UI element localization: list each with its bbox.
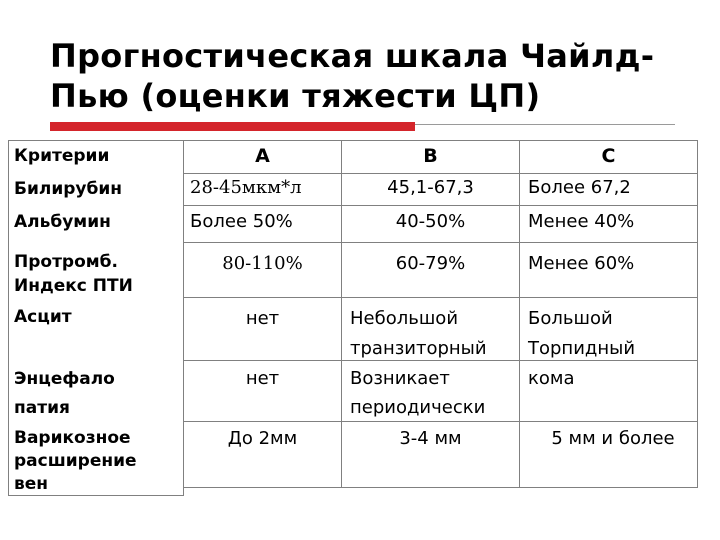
header-criteria: Критерии [14, 146, 110, 166]
cell-albumin-c: Менее 40% [528, 211, 635, 232]
cell-ascites-b-line-2: транзиторный [350, 338, 487, 359]
cell-ascites-a: нет [245, 308, 280, 329]
cell-ascites-c-line-1: Большой [528, 308, 613, 329]
cell-pti-a: 80-110% [222, 253, 303, 274]
criterion-varices-line-2: расширение [14, 451, 137, 471]
cell-encephalopathy-b-line-2: периодически [350, 397, 486, 418]
criterion-encephalopathy-line-2: патия [14, 398, 70, 418]
cell-ascites-b-line-1: Небольшой [350, 308, 459, 329]
header-c: C [601, 145, 616, 167]
column-divider [519, 140, 520, 488]
cell-encephalopathy-c: кома [528, 368, 575, 389]
cell-varices-c: 5 мм и более [551, 428, 675, 449]
row-divider [183, 242, 698, 243]
criterion-ascites: Асцит [14, 307, 72, 327]
cell-encephalopathy-b-line-1: Возникает [350, 368, 450, 389]
cell-pti-c: Менее 60% [528, 253, 635, 274]
cell-pti-b: 60-79% [395, 253, 466, 274]
header-a: A [255, 145, 270, 167]
header-b: B [423, 145, 438, 167]
cell-bilirubin-c: Более 67,2 [528, 177, 631, 198]
criterion-pti-line-1: Протромб. [14, 252, 119, 272]
table-border-bottom [183, 487, 698, 488]
row-divider [183, 297, 698, 298]
cell-varices-a: До 2мм [227, 428, 298, 449]
criterion-bilirubin: Билирубин [14, 179, 123, 199]
cell-bilirubin-b: 45,1-67,3 [387, 177, 474, 198]
cell-bilirubin-a: 28-45мкм*л [190, 177, 302, 198]
cell-ascites-c-line-2: Торпидный [528, 338, 636, 359]
criterion-encephalopathy-line-1: Энцефало [14, 369, 115, 389]
cell-albumin-b: 40-50% [395, 211, 466, 232]
criterion-albumin: Альбумин [14, 212, 111, 232]
table-border-top [8, 140, 698, 141]
row-divider [183, 205, 698, 206]
title-line-1: Прогностическая шкала Чайлд- [50, 37, 655, 75]
table-border-left [8, 140, 9, 496]
cell-albumin-a: Более 50% [190, 211, 293, 232]
cell-varices-b: 3-4 мм [399, 428, 462, 449]
criterion-pti-line-2: Индекс ПТИ [14, 276, 133, 296]
criterion-varices-line-3: вен [14, 474, 49, 494]
criterion-varices-line-1: Варикозное [14, 428, 131, 448]
cell-encephalopathy-a: нет [245, 368, 280, 389]
title-line-2: Пью (оценки тяжести ЦП) [50, 77, 541, 115]
